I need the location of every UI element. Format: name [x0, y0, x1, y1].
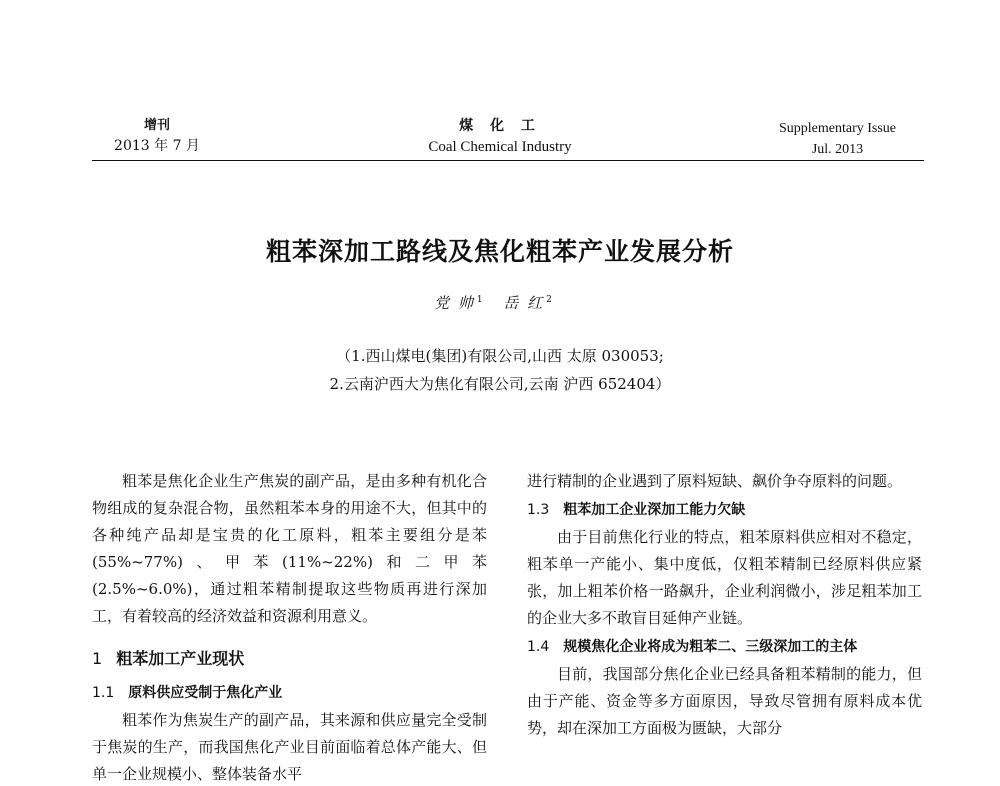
- subsection-number: 1.4: [527, 639, 550, 655]
- intro-paragraph: 粗苯是焦化企业生产焦炭的副产品，是由多种有机化合物组成的复杂混合物，虽然粗苯本身的用途不大，但其中的各种纯产品却是宝贵的化工原料，粗苯主要组分是苯(55%~77%)、甲苯(11%~22%)和二甲苯(2.5%~6.0%)，通过粗苯精制提取这些物质再进行深加工，有着较高的经济效益和资源利用意义。: [92, 472, 487, 625]
- header-date-cn: 2013 年 7 月: [114, 138, 200, 154]
- journal-name-en: Coal Chemical Industry: [428, 139, 572, 155]
- header-issue-info: [102, 116, 212, 156]
- affiliations: [250, 342, 750, 398]
- body-column-left: [92, 468, 487, 786]
- body-column-right: [527, 468, 922, 742]
- subsection-heading: [92, 680, 487, 707]
- section-number: 1: [92, 649, 103, 668]
- subsection-heading: [527, 497, 922, 524]
- header-issue-info-en: [760, 118, 915, 160]
- header-journal-name: [380, 116, 620, 158]
- header-supplement-label-en: Supplementary Issue: [778, 121, 897, 136]
- author-name: 岳 红: [503, 294, 545, 312]
- affiliation-line: （1.西山煤电(集团)有限公司,山西 太原 030053;: [336, 347, 664, 365]
- header-date-en: Jul. 2013: [811, 142, 864, 157]
- author-affiliation-mark: 2: [546, 295, 554, 305]
- journal-name-cn: 煤 化 工: [459, 118, 541, 134]
- body-paragraph: 目前，我国部分焦化企业已经具备粗苯精制的能力，但由于产能、资金等多方面原因，导致尽管拥有原料成本优势，却在深加工方面极为匮缺，大部分: [527, 665, 922, 737]
- header-supplement-label: 增刊: [143, 118, 170, 133]
- author-affiliation-mark: 1: [476, 295, 485, 305]
- subsection-title: 规模焦化企业将成为粗苯二、三级深加工的主体: [563, 639, 858, 655]
- subsection-heading: [527, 634, 922, 661]
- body-paragraph: 由于目前焦化行业的特点，粗苯原料供应相对不稳定，粗苯单一产能小、集中度低，仅粗苯精制已经原料供应紧张，加上粗苯价格一路飙升，企业利润微小，涉足粗苯加工的企业大多不敢盲目延伸产业链。: [527, 528, 922, 627]
- subsection-title: 粗苯加工企业深加工能力欠缺: [563, 502, 746, 518]
- author-list: [300, 292, 700, 313]
- section-heading: [92, 644, 487, 674]
- header-rule: [92, 160, 924, 161]
- body-paragraph: 粗苯作为焦炭生产的副产品，其来源和供应量完全受制于焦炭的生产，而我国焦化产业目前面临着总体产能大、但单一企业规模小、整体装备水平: [92, 711, 487, 783]
- subsection-number: 1.3: [527, 502, 550, 518]
- body-paragraph-continued: 进行精制的企业遇到了原料短缺、飙价争夺原料的问题。: [527, 472, 903, 490]
- author-name: 党 帅: [434, 294, 475, 312]
- section-title: 粗苯加工产业现状: [116, 649, 245, 668]
- affiliation-line: 2.云南沪西大为焦化有限公司,云南 沪西 652404）: [329, 375, 671, 393]
- article-title: 粗苯深加工路线及焦化粗苯产业发展分析: [265, 237, 734, 266]
- subsection-title: 原料供应受制于焦化产业: [128, 685, 283, 701]
- subsection-number: 1.1: [92, 685, 115, 701]
